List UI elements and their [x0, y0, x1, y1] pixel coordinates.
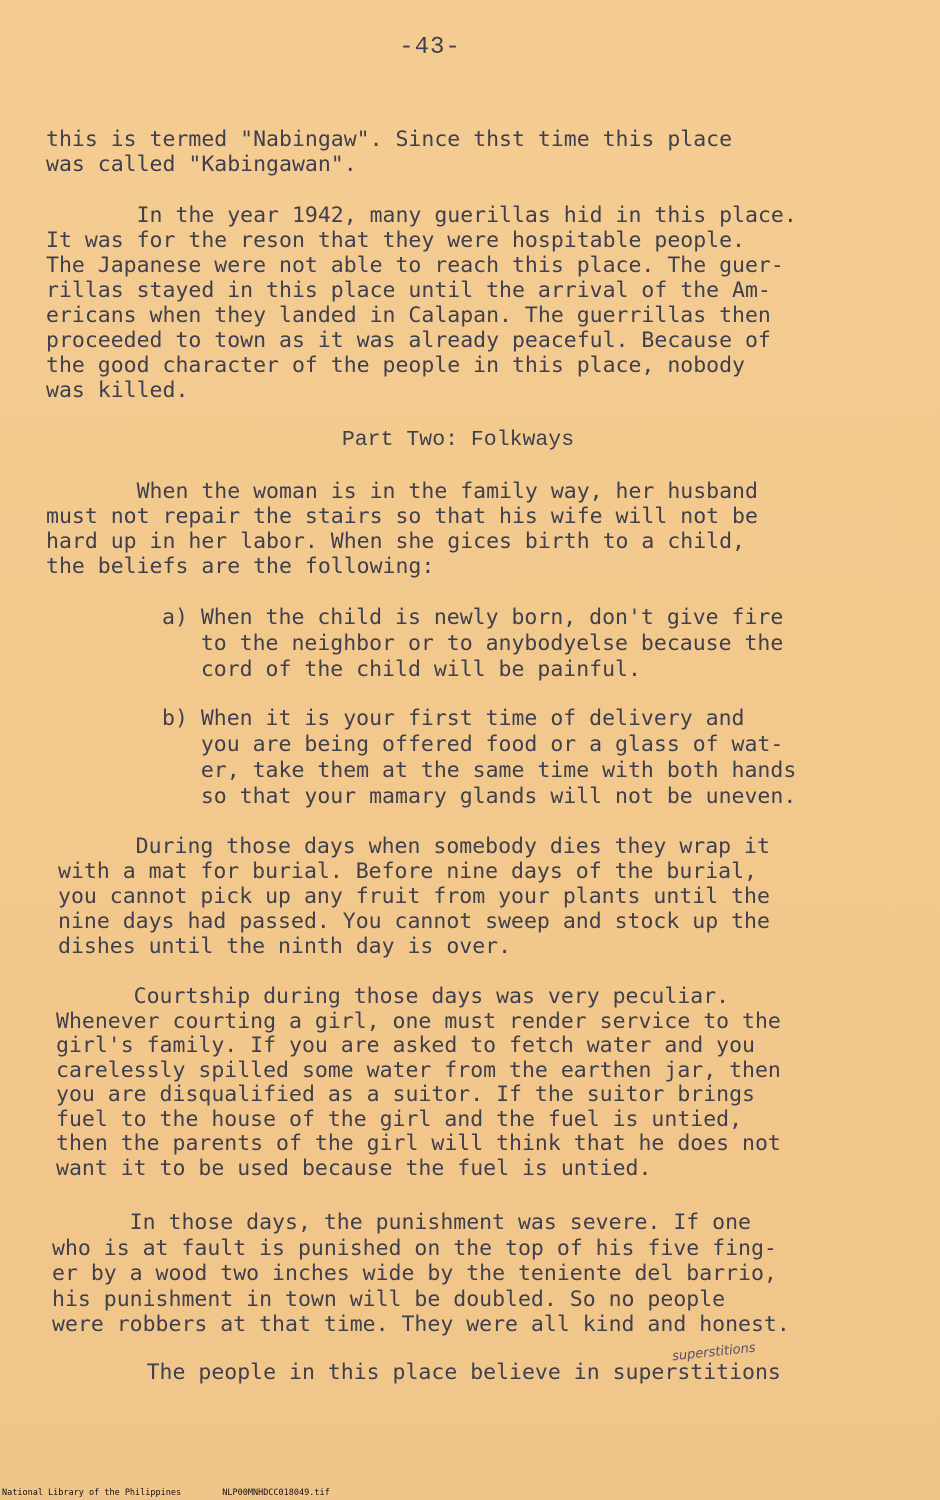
closing-line: The people in this place believe in superstitions [56, 1360, 781, 1385]
footer-record-id: NLP00MNHDCC018049.tif [222, 1488, 330, 1498]
punishment-paragraph: In those days, the punishment was severe. If one who is at fault is punished on the top of his five fing- er by a wood two inches wide by the teniente del barrio, his punishment in town will be doubled. So no people were robbers at that time. They were all kind and honest. [52, 1210, 790, 1337]
belief-item-b: b) When it is your first time of delivery and you are being offered food or a glass of wat- er, take them at the same time with both hands so that your mamary glands will not be uneven. [162, 706, 797, 809]
section-heading: Part Two: Folkways [341, 428, 575, 452]
paragraph-1942: In the year 1942, many guerillas hid in this place. It was for the reson that they were hospitable people. The Japanese were not able to reach this place. The guer- rillas stayed in this place until the arrival of the Am- ericans when they landed in Calapan. The guerrillas then proceeded to town as it was already peaceful. Because of the good character of the people in this place, nobody was killed. [46, 203, 797, 403]
footer-library: National Library of the Philippines [2, 1488, 182, 1498]
page-number: -43- [399, 34, 461, 61]
handwritten-annotation: superstitions [671, 1340, 757, 1365]
folkways-intro-paragraph: When the woman is in the family way, her husband must not repair the stairs so that his wife will not be hard up in her labor. When she gices birth to a child, the beliefs are the following: [46, 479, 758, 579]
opening-paragraph: this is termed "Nabingaw". Since thst time this place was called "Kabingawan". [46, 127, 733, 177]
belief-item-a: a) When the child is newly born, don't give fire to the neighbor or to anybodyelse because the cord of the child will be painful. [162, 605, 784, 682]
courtship-paragraph: Courtship during those days was very peculiar. Whenever courting a girl, one must render service to the girl's family. If you are asked to fetch water and you carelessly spilled some water from the earthen jar, then you are disqualified as a suitor. If the suitor brings fuel to the house of the girl and the fuel is untied, then the parents of the girl will think that he does not want it to be used because the fuel is untied. [56, 984, 781, 1181]
footer [2, 1488, 902, 1498]
burial-paragraph: During those days when somebody dies they wrap it with a mat for burial. Before nine days of the burial, you cannot pick up any fruit from your plants until the nine days had passed. You cannot sweep and stock up the dishes until the ninth day is over. [58, 834, 770, 959]
